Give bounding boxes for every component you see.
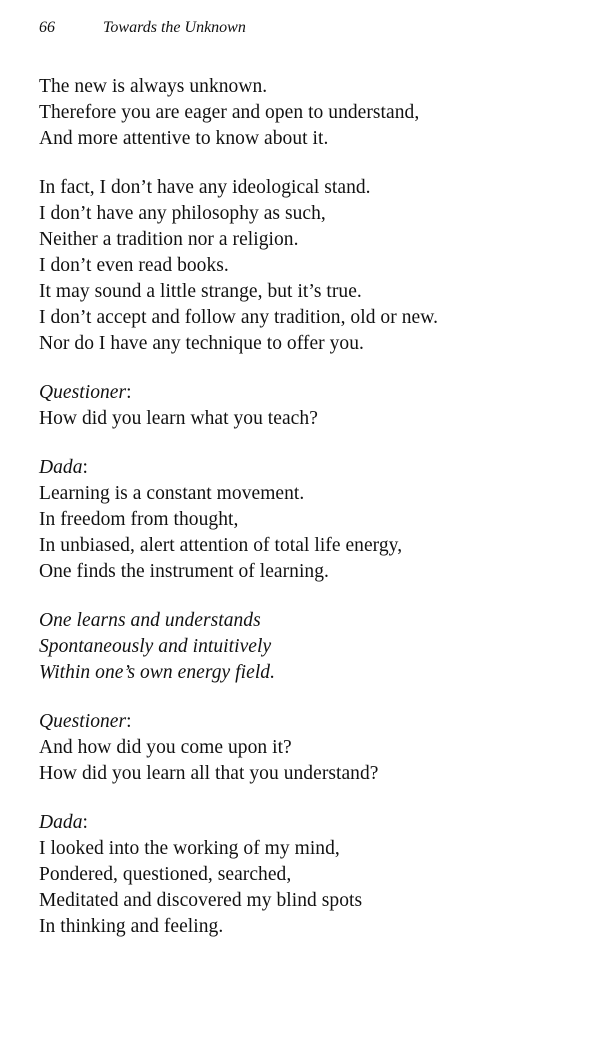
text-line: And more attentive to know about it. xyxy=(39,128,329,149)
speaker-name: Questioner xyxy=(39,382,127,403)
text-line: It may sound a little strange, but it’s true. xyxy=(39,281,362,302)
running-head xyxy=(39,17,246,39)
speaker-label xyxy=(39,709,589,735)
stanza xyxy=(39,455,589,585)
page-number: 66 xyxy=(39,19,55,36)
text-line: In thinking and feeling. xyxy=(39,916,224,937)
text-line: Therefore you are eager and open to understand, xyxy=(39,102,420,123)
stanza xyxy=(39,380,589,432)
text-line: Learning is a constant movement. xyxy=(39,483,305,504)
speaker-label xyxy=(39,810,589,836)
speaker-name: Dada xyxy=(39,812,83,833)
text-line: One finds the instrument of learning. xyxy=(39,561,329,582)
text-line: Meditated and discovered my blind spots xyxy=(39,890,363,911)
text-line: Within one’s own energy field. xyxy=(39,662,276,683)
text-line: I don’t have any philosophy as such, xyxy=(39,203,326,224)
text-line: In unbiased, alert attention of total life energy, xyxy=(39,535,403,556)
text-line: One learns and understands xyxy=(39,610,261,631)
text-line: In freedom from thought, xyxy=(39,509,239,530)
text-line: Nor do I have any technique to offer you. xyxy=(39,333,364,354)
stanza xyxy=(39,810,589,940)
body-text xyxy=(39,74,589,963)
stanza xyxy=(39,709,589,787)
text-line: Pondered, questioned, searched, xyxy=(39,864,292,885)
text-line: How did you learn what you teach? xyxy=(39,408,318,429)
speaker-label xyxy=(39,380,589,406)
text-line: I don’t even read books. xyxy=(39,255,229,276)
text-line: In fact, I don’t have any ideological stand. xyxy=(39,177,371,198)
text-line: How did you learn all that you understand? xyxy=(39,763,379,784)
speaker-colon: : xyxy=(126,382,132,403)
stanza xyxy=(39,608,589,686)
speaker-label xyxy=(39,455,589,481)
text-line: And how did you come upon it? xyxy=(39,737,292,758)
speaker-colon: : xyxy=(82,812,89,833)
text-line: I don’t accept and follow any tradition, old or new. xyxy=(39,307,438,328)
text-line: Neither a tradition nor a religion. xyxy=(39,229,299,250)
stanza xyxy=(39,74,589,152)
speaker-name: Dada xyxy=(39,457,83,478)
speaker-colon: : xyxy=(126,711,132,732)
running-title: Towards the Unknown xyxy=(103,19,246,36)
speaker-colon: : xyxy=(82,457,89,478)
text-line: I looked into the working of my mind, xyxy=(39,838,340,859)
speaker-name: Questioner xyxy=(39,711,127,732)
stanza xyxy=(39,175,589,357)
text-line: The new is always unknown. xyxy=(39,76,268,97)
text-line: Spontaneously and intuitively xyxy=(39,636,272,657)
